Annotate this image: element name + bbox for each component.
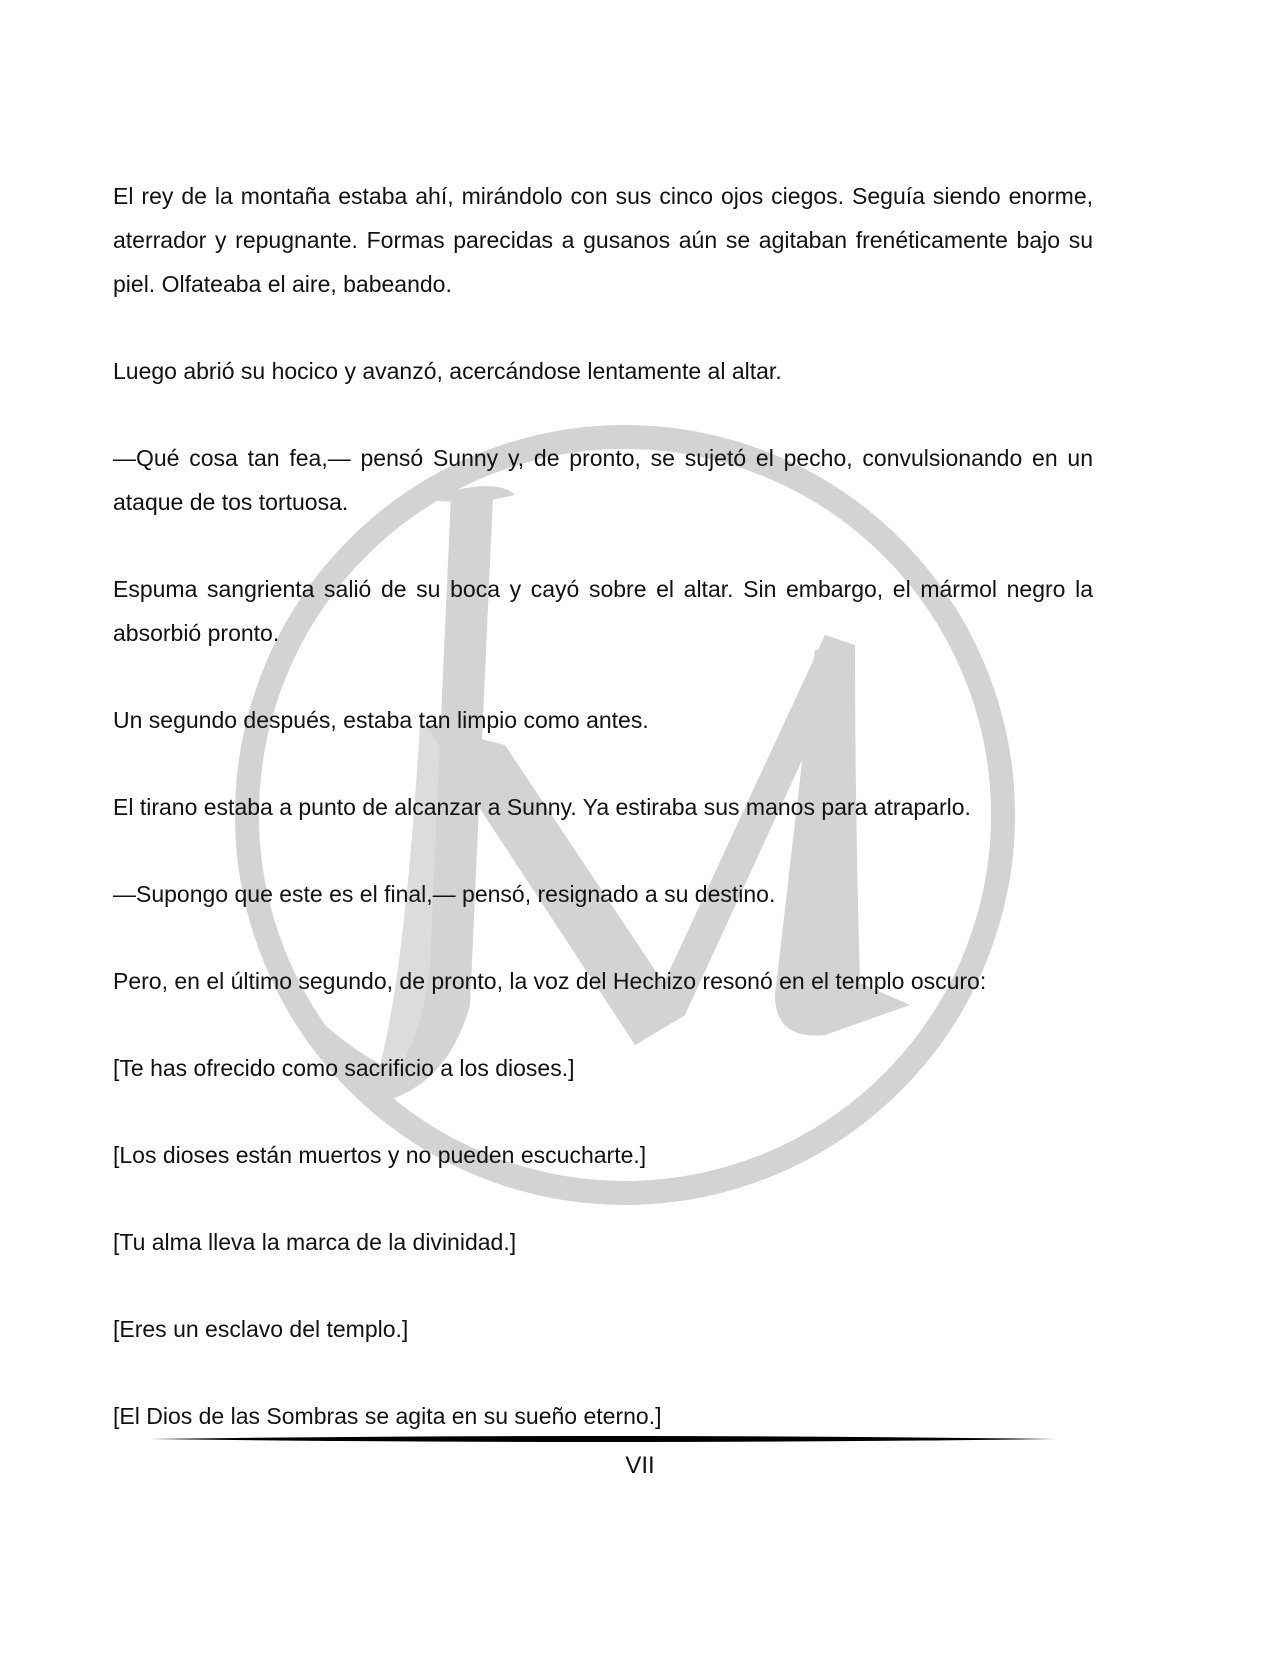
page-number: VII (625, 1452, 655, 1479)
paragraph: [Eres un esclavo del templo.] (113, 1316, 409, 1342)
paragraph: Espuma sangrienta salió de su boca y cayó sobre el altar. Sin embargo, el mármol negro la absorbió pronto. (113, 576, 1093, 646)
paragraph: [Los dioses están muertos y no pueden escucharte.] (113, 1142, 647, 1168)
paragraph: Luego abrió su hocico y avanzó, acercándose lentamente al altar. (113, 358, 782, 384)
paragraph: [Te has ofrecido como sacrificio a los dioses.] (113, 1055, 575, 1081)
document-body (113, 174, 1093, 1438)
paragraph: —Supongo que este es el final,— pensó, resignado a su destino. (113, 881, 776, 907)
paragraph: Pero, en el último segundo, de pronto, la voz del Hechizo resonó en el templo oscuro: (113, 968, 987, 994)
footer-divider (150, 1434, 1055, 1444)
paragraph: El rey de la montaña estaba ahí, mirándolo con sus cinco ojos ciegos. Seguía siendo enorme, aterrador y repugnante. Formas parecidas a gusanos aún se agitaban frenéticamente bajo su piel. Olfateaba el aire, babeando. (113, 183, 1093, 297)
paragraph: [El Dios de las Sombras se agita en su sueño eterno.] (113, 1403, 662, 1429)
paragraph: El tirano estaba a punto de alcanzar a Sunny. Ya estiraba sus manos para atraparlo. (113, 794, 971, 820)
paragraph: [Tu alma lleva la marca de la divinidad.] (113, 1229, 517, 1255)
paragraph: Un segundo después, estaba tan limpio como antes. (113, 707, 649, 733)
paragraph: —Qué cosa tan fea,— pensó Sunny y, de pronto, se sujetó el pecho, convulsionando en un ataque de tos tortuosa. (113, 445, 1093, 515)
